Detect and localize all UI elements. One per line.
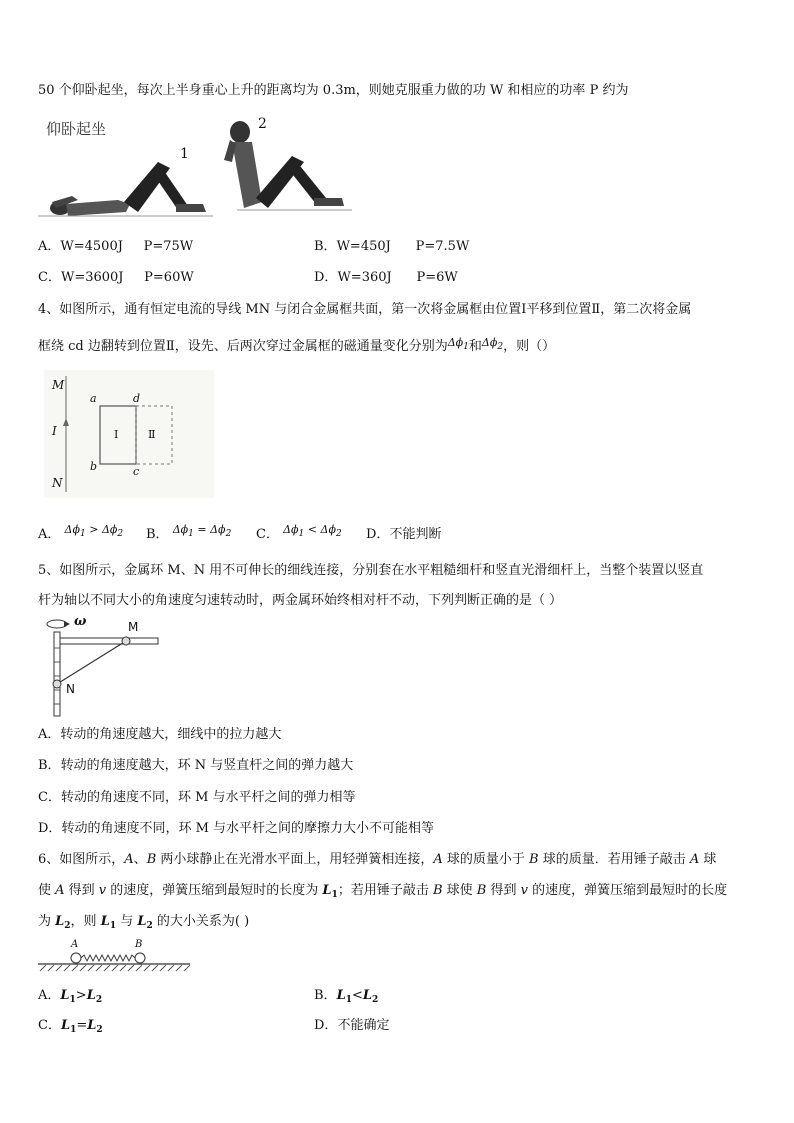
- q4-dphi2: [481, 336, 504, 352]
- q6-a-lhs-sub: 1: [69, 995, 76, 1005]
- q5-option-c[interactable]: [38, 789, 356, 807]
- q4-c-lhs: Δϕ: [283, 523, 299, 536]
- label-n: N: [52, 476, 63, 490]
- q6-c-lhs-sub: 1: [70, 1025, 77, 1035]
- q3-option-c[interactable]: [38, 269, 194, 287]
- q4-option-b[interactable]: [146, 523, 232, 548]
- q6-b-lhs: L: [336, 988, 346, 1003]
- q3-option-c-text: W=3600J P=60W: [60, 270, 194, 285]
- q4-stem-line2: [38, 338, 555, 360]
- q4-c-lhs-sub: 1: [298, 529, 305, 539]
- q6-l3-sub1: 1: [109, 921, 117, 931]
- q4-a-rhs: Δϕ: [101, 523, 118, 536]
- q6-option-a-key: A．: [38, 988, 61, 1003]
- q6-l1-var-b: B: [146, 852, 157, 867]
- q4-stem-line2-a: 框绕 cd 边翻转到位置Ⅱ，设先、后两次穿过金属框的磁通量变化分别为: [38, 339, 448, 354]
- situp-label-2: 2: [258, 116, 267, 132]
- q4-and: 和: [468, 339, 482, 354]
- q6-l1-var-a3: A: [689, 852, 700, 867]
- q5-option-d-text: 转动的角速度不同，环 M 与水平杆之间的摩擦力大小不可能相等: [61, 821, 435, 836]
- q4-option-c[interactable]: [256, 523, 342, 548]
- q5-stem-line1: 5、如图所示，金属环 M、N 用不可伸长的细线连接，分别套在水平粗糙细杆和竖直光滑细杆上，当整个装置以竖直: [38, 563, 704, 578]
- wire-frame-drawing: [44, 370, 214, 498]
- q4-stem-line1: 4、如图所示，通有恒定电流的导线 MN 与闭合金属框共面，第一次将金属框由位置Ⅰ平移到位置Ⅱ，第二次将金属: [38, 302, 692, 317]
- q4-option-a-key: A．: [38, 527, 61, 542]
- q6-stem-line2: [38, 882, 727, 904]
- q6-c-rhs-sub: 2: [96, 1025, 103, 1035]
- q5-option-c-text: 转动的角速度不同，环 M 与水平杆之间的弹力相等: [60, 790, 356, 805]
- q4-dphi2-sub: 2: [497, 342, 504, 352]
- q6-c-rhs: L: [87, 1018, 97, 1033]
- q3-option-a-text: W=4500J P=75W: [60, 239, 194, 254]
- q6-l3-b: ，则: [70, 914, 101, 929]
- q6-option-b-key: B．: [314, 988, 337, 1003]
- label-i: I: [52, 424, 57, 438]
- q4-b-rhs-sub: 2: [225, 529, 232, 539]
- q6-l1-c: 两小球静止在光滑水平面上，用轻弹簧相连接，: [156, 852, 434, 867]
- q6-b-rel: <: [351, 988, 363, 1003]
- q6-option-b[interactable]: [314, 987, 378, 1009]
- situp-figure: [38, 112, 223, 222]
- q5-stem-line2: 杆为轴以不同大小的角速度匀速转动时，两金属环始终相对杆不动，下列判断正确的是（ ）: [38, 593, 563, 608]
- q6-l2-var-b2: B: [476, 883, 487, 898]
- q3-option-a[interactable]: [38, 238, 193, 256]
- q4-dphi2-sym: Δϕ: [481, 336, 498, 349]
- q6-l3-var-l1: L: [100, 914, 110, 929]
- q4-c-rel: <: [307, 523, 317, 536]
- q5-option-d[interactable]: [38, 820, 434, 838]
- rotating-rods-figure: [40, 614, 170, 718]
- q4-option-d-text: 不能判断: [389, 527, 442, 542]
- q6-l2-g: 的速度，弹簧压缩到最短时的长度: [527, 883, 728, 898]
- q6-option-c-key: C．: [38, 1018, 61, 1033]
- q6-l2-b: 得到: [64, 883, 99, 898]
- q5-option-b-text: 转动的角速度越大，环 N 与竖直杆之间的弹力越大: [60, 758, 354, 773]
- label-ball-b: B: [135, 939, 143, 950]
- q6-l2-f: 得到: [486, 883, 521, 898]
- q3-option-c-key: C．: [38, 270, 61, 285]
- q4-a-rel: >: [89, 523, 99, 536]
- q6-l3-var-l2: L: [137, 914, 147, 929]
- rotating-rods-drawing: [40, 618, 170, 718]
- q4-option-b-key: B．: [146, 527, 169, 542]
- q4-c-rhs-sub: 2: [335, 529, 342, 539]
- q5-option-a[interactable]: [38, 726, 281, 744]
- q6-l2-c: 的速度，弹簧压缩到最短时的长度为: [106, 883, 323, 898]
- q6-option-d-text: 不能确定: [337, 1018, 390, 1033]
- q5-option-c-key: C．: [38, 790, 61, 805]
- q6-l2-var-a: A: [55, 883, 65, 898]
- label-ring-m: M: [128, 620, 139, 634]
- label-ball-a: A: [71, 939, 79, 950]
- q6-l1-f: 球: [699, 852, 717, 867]
- q3-option-b-key: B．: [314, 239, 337, 254]
- q3-option-b[interactable]: [314, 238, 469, 256]
- q6-c-lhs: L: [60, 1018, 71, 1033]
- q3-option-d-text: W=360J P=6W: [337, 270, 458, 285]
- situp-figure-title: 仰卧起坐: [46, 120, 107, 138]
- q6-a-rhs: L: [86, 988, 96, 1003]
- q3-option-d[interactable]: [314, 269, 458, 287]
- spring-balls-figure: [38, 939, 190, 974]
- label-m: M: [52, 378, 65, 392]
- q6-stem-line3: [38, 913, 249, 935]
- q6-l1-var-b2: B: [529, 852, 539, 867]
- q4-b-rel: =: [197, 523, 207, 536]
- q6-l2-d: ；若用锤子敲击: [337, 883, 433, 898]
- q6-l3-a: 为: [38, 914, 56, 929]
- q6-l2-var-b: B: [432, 883, 443, 898]
- q6-c-rel: =: [76, 1018, 88, 1033]
- q5-option-a-text: 转动的角速度越大，细线中的拉力越大: [60, 727, 282, 742]
- q6-l2-sub1: 1: [331, 890, 338, 900]
- q6-l3-c: 与: [116, 914, 138, 929]
- q4-dphi1: [447, 336, 469, 352]
- q6-b-rhs: L: [362, 988, 373, 1003]
- q6-l2-a: 使: [38, 883, 56, 898]
- q6-l2-var-v: v: [98, 883, 107, 898]
- q6-option-a[interactable]: [38, 987, 102, 1009]
- q4-dphi1-sym: Δϕ: [447, 336, 464, 349]
- q6-b-lhs-sub: 1: [345, 995, 352, 1005]
- situp-label-1: 1: [180, 146, 189, 162]
- q4-a-lhs-sub: 1: [79, 529, 86, 539]
- q6-l3-var-l: L: [55, 914, 65, 929]
- q6-a-lhs: L: [60, 988, 70, 1003]
- q4-b-rhs: Δϕ: [210, 523, 226, 536]
- q6-a-rhs-sub: 2: [95, 995, 103, 1005]
- q6-l1-var-a: A: [124, 852, 134, 867]
- q5-option-b[interactable]: [38, 757, 353, 775]
- spring-balls-drawing: [38, 942, 190, 974]
- q4-option-c-key: C．: [256, 527, 279, 542]
- q4-dphi1-sub: 1: [463, 342, 469, 352]
- label-position-1: Ⅰ: [114, 428, 119, 441]
- q6-l3-d: 的大小关系为( ): [152, 914, 250, 929]
- wire-frame-figure: [44, 370, 214, 498]
- q4-stem-line2-b: ，则（）: [503, 339, 556, 354]
- q6-l1-a: 6、如图所示，: [38, 852, 125, 867]
- q4-option-d-key: D．: [366, 527, 390, 542]
- label-ring-n: N: [66, 682, 75, 696]
- q6-l3-sub2b: 2: [146, 921, 153, 931]
- label-a: a: [90, 392, 97, 405]
- q3-option-d-key: D．: [314, 270, 338, 285]
- q3-option-a-key: A．: [38, 239, 61, 254]
- q6-l2-var-v2: v: [520, 883, 528, 898]
- q3-stem: 50 个仰卧起坐，每次上半身重心上升的距离均为 0.3m，则她克服重力做的功 W 和相应的功率 P 约为: [38, 83, 629, 98]
- q4-b-lhs-sub: 1: [188, 529, 194, 539]
- situp-figure-2: [222, 112, 357, 222]
- q5-option-b-key: B．: [38, 758, 61, 773]
- label-b: b: [90, 460, 98, 473]
- q4-option-a[interactable]: [38, 523, 124, 548]
- lying-person-drawing: [38, 112, 223, 222]
- q5-option-a-key: A．: [38, 727, 61, 742]
- q4-c-rhs: Δϕ: [320, 523, 336, 536]
- q5-option-d-key: D．: [38, 821, 62, 836]
- q4-option-d[interactable]: [366, 526, 441, 544]
- q6-l3-sub2: 2: [64, 921, 71, 931]
- label-position-2: Ⅱ: [148, 428, 156, 441]
- q6-l1-d: 球的质量小于: [442, 852, 530, 867]
- q6-a-rel: >: [75, 988, 87, 1003]
- q6-l1-var-a2: A: [433, 852, 443, 867]
- q4-a-lhs: Δϕ: [64, 523, 80, 536]
- label-c: c: [133, 465, 140, 478]
- label-d: d: [133, 392, 141, 405]
- q6-option-d[interactable]: [314, 1017, 389, 1035]
- q6-option-d-key: D．: [314, 1018, 338, 1033]
- q6-l1-e: 球的质量．若用锤子敲击: [538, 852, 690, 867]
- q6-l2-var-l: L: [322, 883, 332, 898]
- q6-l1-b: 、: [133, 852, 147, 867]
- q4-a-rhs-sub: 2: [117, 529, 124, 539]
- q3-option-b-text: W=450J P=7.5W: [336, 239, 470, 254]
- q6-option-c[interactable]: [38, 1017, 103, 1039]
- sitting-person-drawing: [222, 112, 357, 222]
- label-omega: ω: [74, 614, 87, 629]
- q6-b-rhs-sub: 2: [372, 995, 379, 1005]
- q6-l2-e: 球使: [442, 883, 477, 898]
- q4-b-lhs: Δϕ: [172, 523, 189, 536]
- q6-stem-line1: [38, 851, 716, 869]
